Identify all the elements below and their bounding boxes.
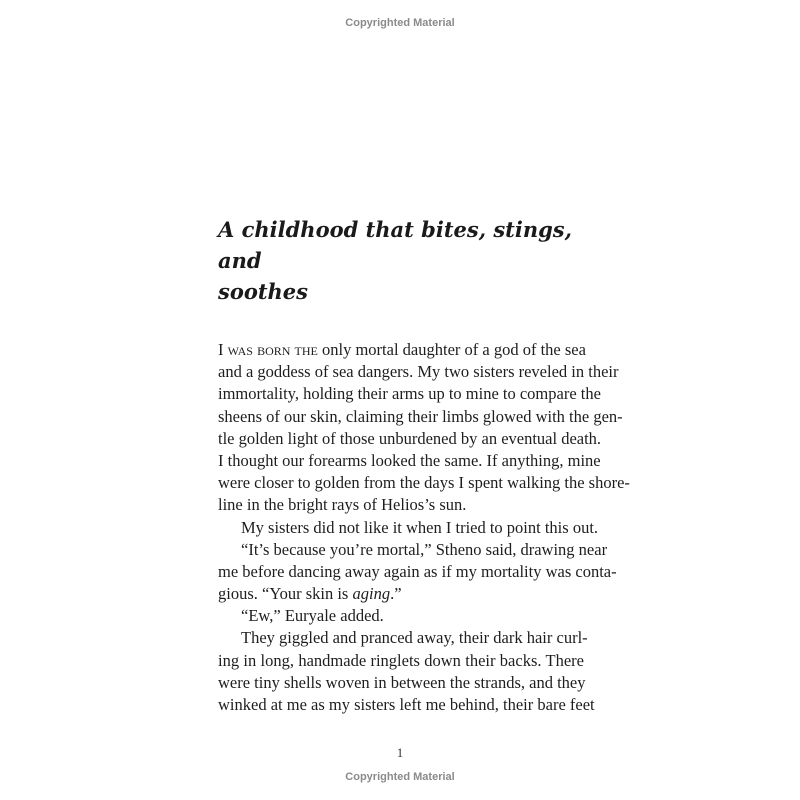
- text-line: immortality, holding their arms up to mine to compare the: [218, 384, 601, 404]
- text-line: They giggled and pranced away, their dark hair curl-: [241, 628, 588, 648]
- copyright-footer: Copyrighted Material: [345, 771, 455, 783]
- body-text: [218, 339, 630, 716]
- text-line: winked at me as my sisters left me behind, their bare feet: [218, 695, 595, 714]
- text-segment: .”: [390, 584, 402, 604]
- page-number: 1: [396, 745, 404, 760]
- text-line: “Ew,” Euryale added.: [241, 606, 384, 626]
- text-segment: only mortal daughter of a god of the sea: [317, 340, 586, 359]
- emphasis: aging: [352, 584, 391, 604]
- text-line: were tiny shells woven in between the strands, and they: [218, 672, 586, 692]
- text-line: My sisters did not like it when I tried to point this out.: [241, 517, 599, 537]
- text-line: ing in long, handmade ringlets down their backs. There: [218, 650, 584, 670]
- text-segment: gious. “Your skin is: [218, 584, 353, 604]
- chapter-title-line-1: A childhood that bites, stings, and: [218, 217, 572, 273]
- text-line: [218, 339, 584, 361]
- text-line: line in the bright rays of Helios’s sun.: [218, 495, 467, 515]
- text-line: I thought our forearms looked the same. If anything, mine: [218, 450, 601, 470]
- chapter-title: [218, 214, 598, 307]
- text-line: “It’s because you’re mortal,” Stheno said, drawing near: [241, 539, 608, 559]
- copyright-header: Copyrighted Material: [345, 17, 455, 29]
- small-caps-lead: I was born the: [218, 340, 318, 359]
- chapter-title-line-2: soothes: [218, 279, 308, 304]
- text-line: [218, 583, 584, 605]
- text-line: were closer to golden from the days I spent walking the shore-: [218, 473, 630, 493]
- text-line: sheens of our skin, claiming their limbs glowed with the gen-: [218, 406, 623, 426]
- text-line: me before dancing away again as if my mortality was conta-: [218, 561, 617, 581]
- text-line: and a goddess of sea dangers. My two sisters reveled in their: [218, 362, 619, 382]
- text-line: tle golden light of those unburdened by an eventual death.: [218, 428, 602, 448]
